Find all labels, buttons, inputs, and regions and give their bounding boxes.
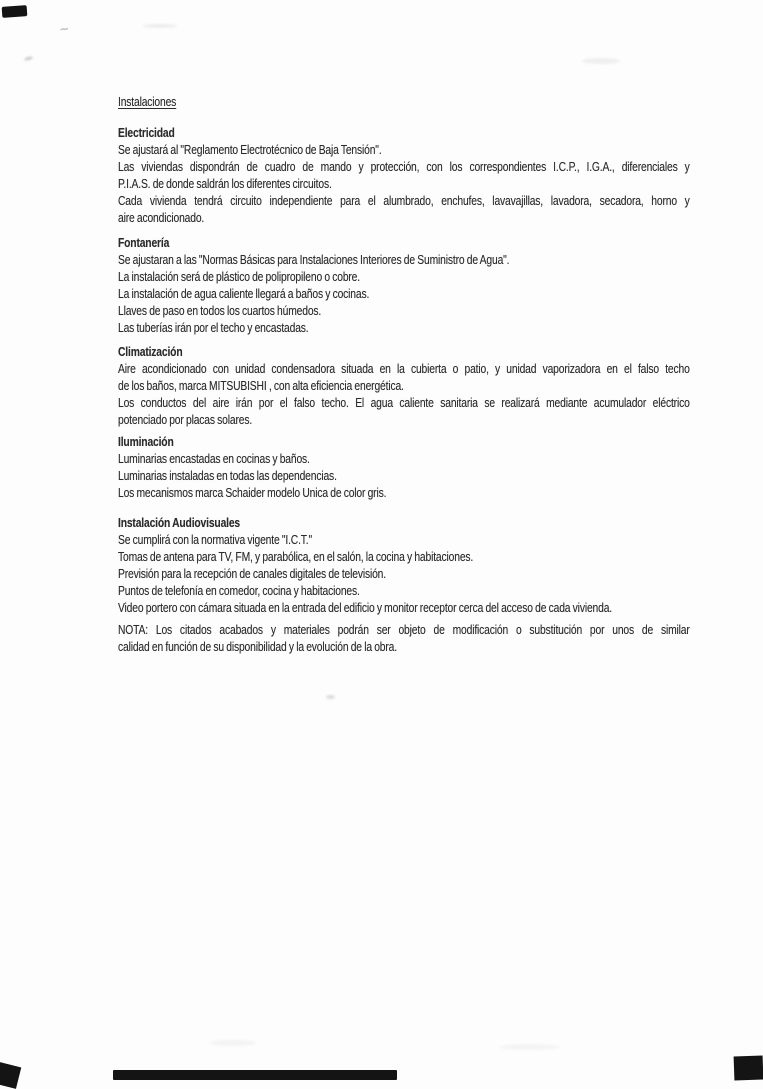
text-line: Las viviendas dispondrán de cuadro de mando y protección, con los correspondientes I.C.P., I.G.A., diferenciales y (118, 159, 690, 174)
text-line: aire acondicionado. (118, 210, 205, 225)
scan-smudge (143, 24, 177, 28)
page-title: Instalaciones (118, 94, 177, 109)
section-body (118, 141, 690, 226)
section-body (118, 251, 690, 336)
text-line: calidad en función de su disponibilidad y la evolución de la obra. (118, 639, 397, 654)
text-line: Los conductos del aire irán por el falso techo. El agua caliente sanitaria se realizará mediante acumulador eléctrico (118, 395, 690, 410)
scan-smudge (326, 695, 335, 699)
text-line: Cada vivienda tendrá circuito independiente para el alumbrado, enchufes, lavavajillas, lavadora, secadora, horno y (118, 193, 690, 208)
section-instalacion-audiovisuales (118, 514, 690, 616)
text-line: Video portero con cámara situada en la entrada del edificio y monitor receptor cerca del acceso de cada vivienda. (118, 600, 612, 615)
section-body (118, 621, 690, 655)
document-title-section (118, 93, 690, 110)
scan-artifact-top-left (2, 5, 28, 18)
text-line: Aire acondicionado con unidad condensadora situada en la cubierta o patio, y unidad vaporizadora en el falso techo (118, 361, 690, 376)
text-line: Se ajustará al "Reglamento Electrotécnico de Baja Tensión". (118, 142, 382, 157)
text-line: Puntos de telefonía en comedor, cocina y habitaciones. (118, 583, 360, 598)
section-heading: Electricidad (118, 125, 175, 140)
text-line: P.I.A.S. de donde saldrán los diferentes circuitos. (118, 176, 332, 191)
section-climatizacion (118, 343, 690, 428)
text-line: Se cumplirá con la normativa vigente "I.C.T." (118, 532, 313, 547)
text-line: Las tuberías irán por el techo y encastadas. (118, 320, 309, 335)
pencil-squiggle-mark: ~ (58, 20, 71, 39)
text-line: potenciado por placas solares. (118, 412, 253, 427)
section-nota (118, 621, 690, 655)
scan-artifact-bottom-left (0, 1061, 21, 1089)
text-line: Previsión para la recepción de canales digitales de televisión. (118, 566, 386, 581)
section-iluminacion (118, 433, 690, 501)
text-line: La instalación de agua caliente llegará a baños y cocinas. (118, 286, 370, 301)
text-line: Luminarias instaladas en todas las dependencias. (118, 468, 337, 483)
section-body (118, 531, 690, 616)
section-body (118, 450, 690, 501)
section-body (118, 360, 690, 428)
scan-smudge (500, 1044, 560, 1050)
scan-artifact-bottom-right (734, 1056, 763, 1081)
text-line: Los mecanismos marca Schaider modelo Unica de color gris. (118, 485, 387, 500)
scan-smudge (582, 58, 620, 64)
text-line: La instalación será de plástico de polipropileno o cobre. (118, 269, 360, 284)
text-line: Tomas de antena para TV, FM, y parabólica, en el salón, la cocina y habitaciones. (118, 549, 474, 564)
section-electricidad (118, 124, 690, 226)
section-heading: Climatización (118, 344, 183, 359)
text-line: Llaves de paso en todos los cuartos húmedos. (118, 303, 322, 318)
scan-artifact-bottom-bar (113, 1070, 397, 1080)
section-heading: Instalación Audiovisuales (118, 515, 241, 530)
section-heading: Iluminación (118, 434, 174, 449)
text-line: NOTA: Los citados acabados y materiales podrán ser objeto de modificación o substitución por unos de similar (118, 622, 690, 637)
text-line: Se ajustaran a las "Normas Básicas para Instalaciones Interiores de Suministro de Agua". (118, 252, 510, 267)
text-line: de los baños, marca MITSUBISHI , con alta eficiencia energética. (118, 378, 404, 393)
scan-smudge (210, 1040, 256, 1046)
text-line: Luminarias encastadas en cocinas y baños. (118, 451, 310, 466)
section-fontaneria (118, 234, 690, 336)
section-heading: Fontanería (118, 235, 170, 250)
pencil-dash-mark (24, 56, 33, 61)
